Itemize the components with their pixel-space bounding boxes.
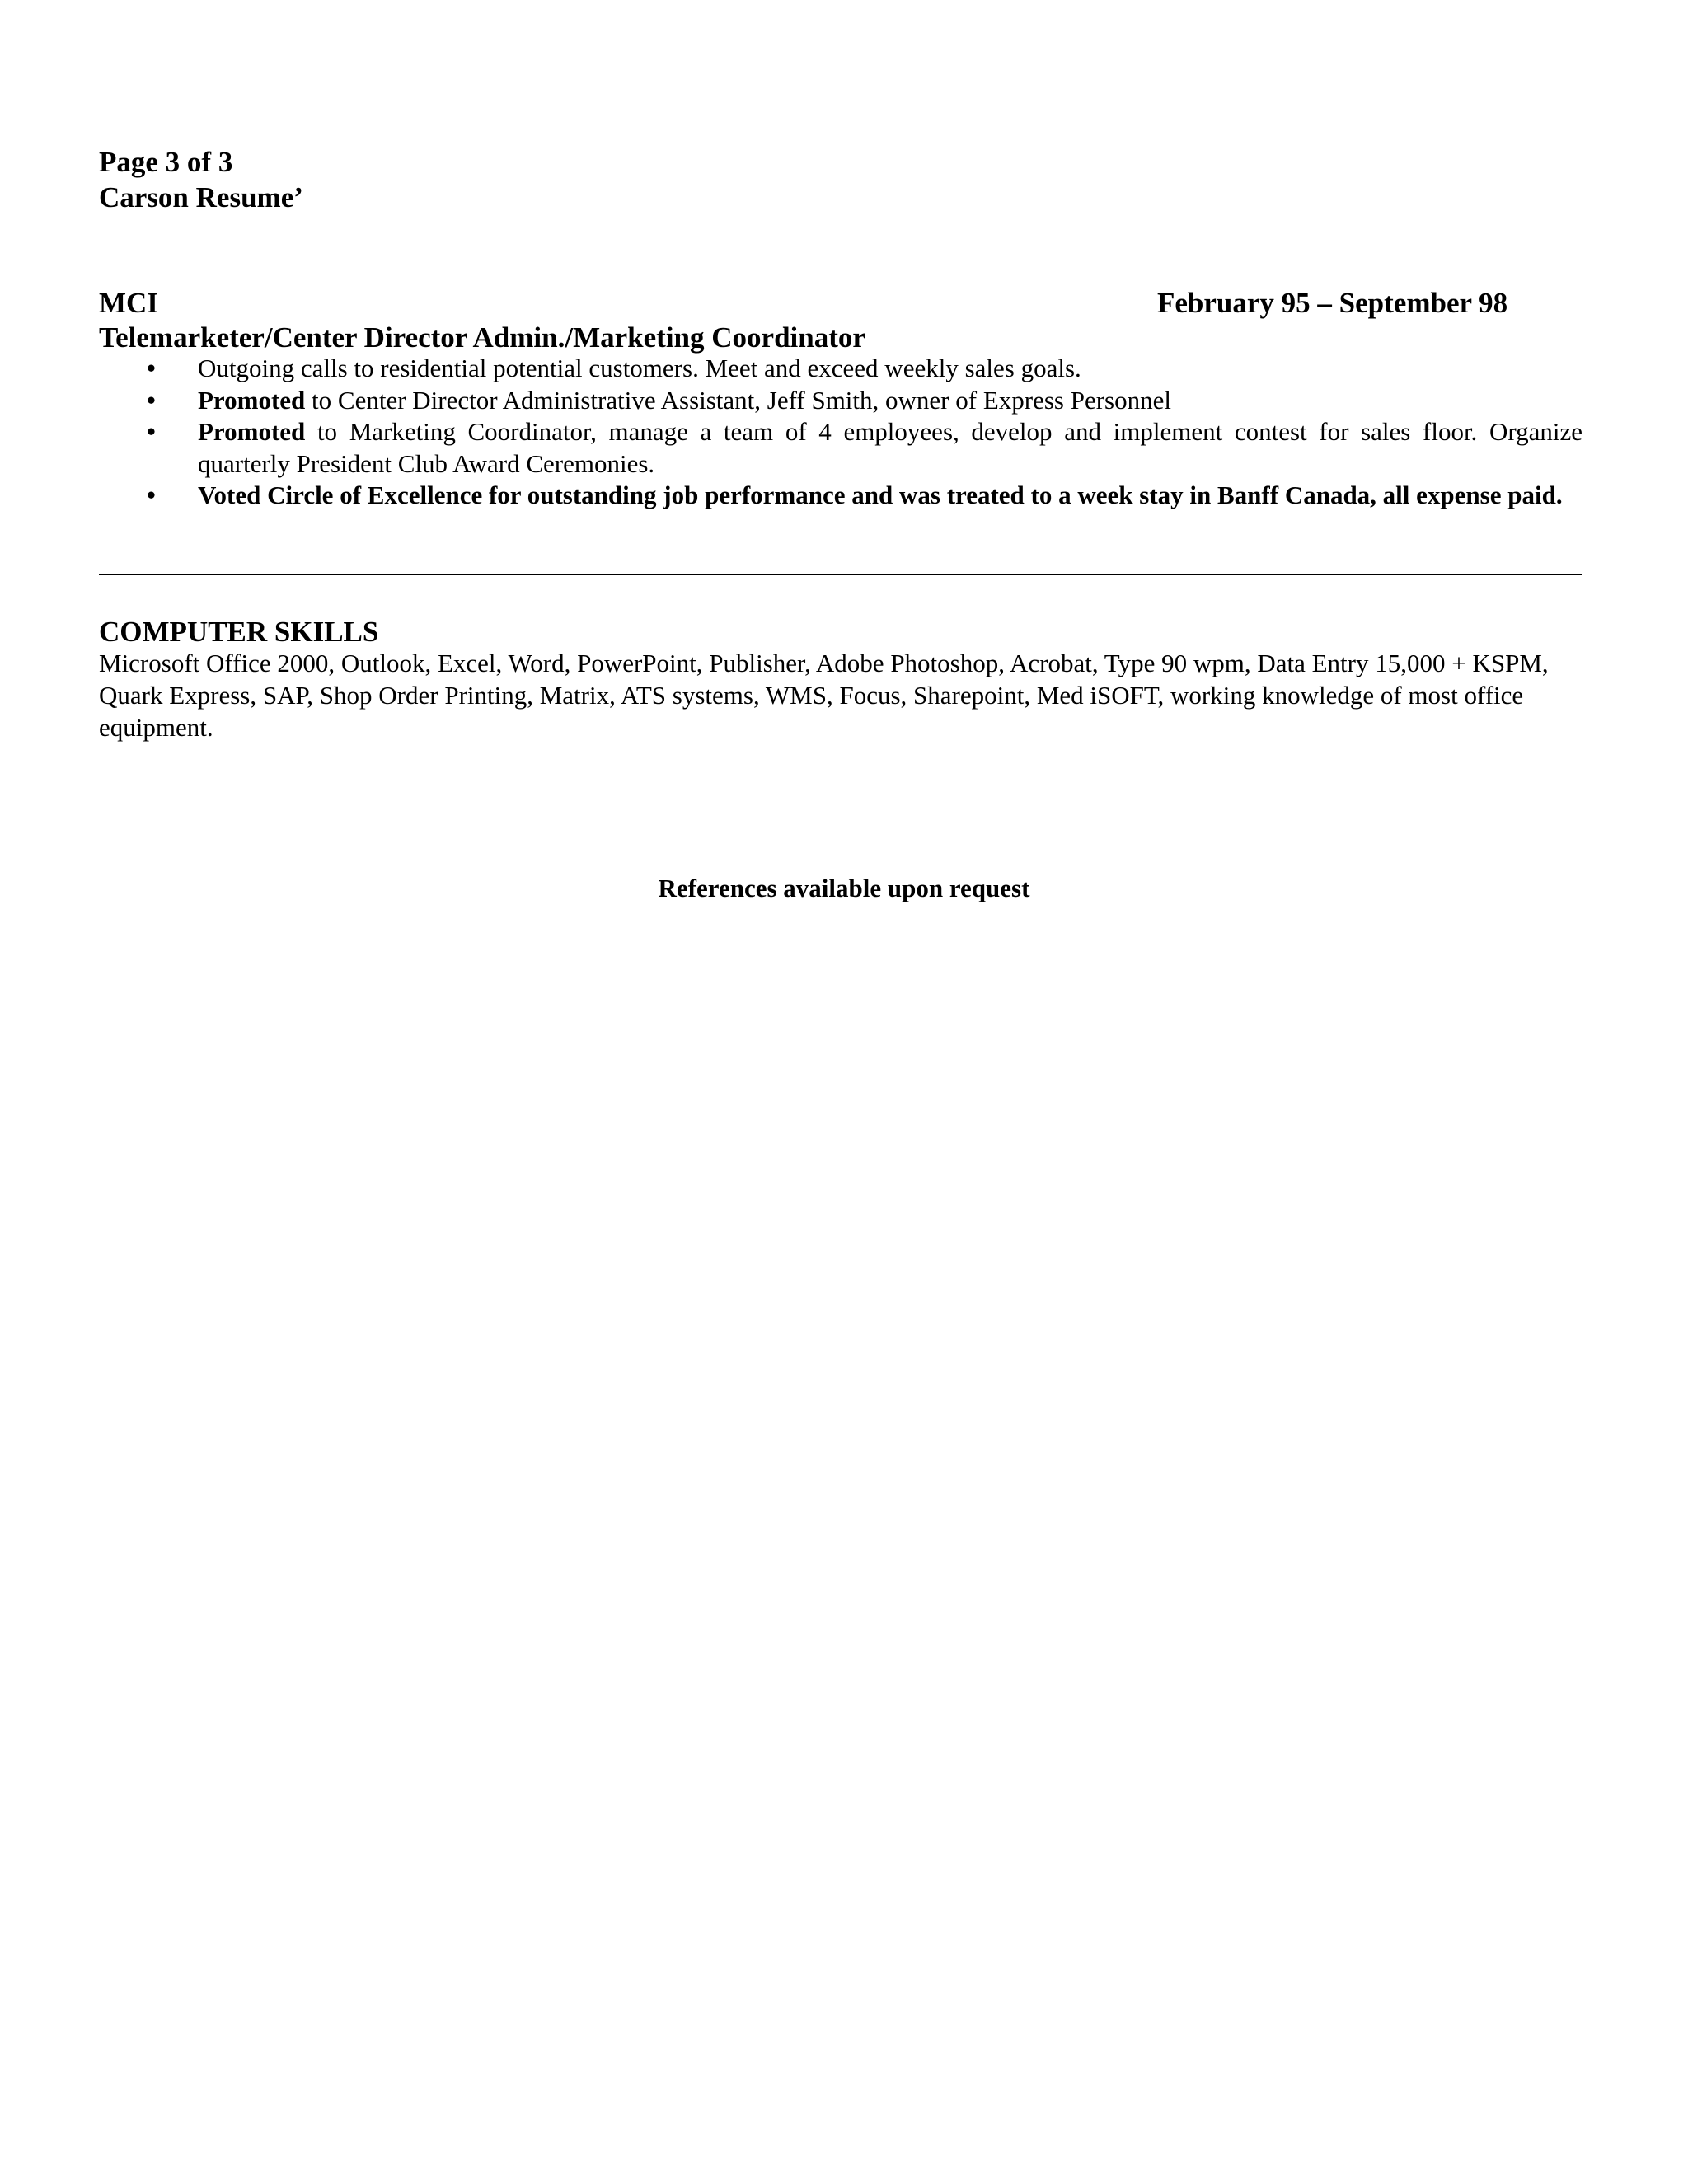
bullet-icon: •: [147, 417, 156, 446]
references-note: References available upon request: [658, 874, 1030, 902]
page-header: [99, 144, 303, 215]
page-number: Page 3 of 3: [99, 146, 233, 178]
skills-text: Microsoft Office 2000, Outlook, Excel, Word, PowerPoint, Publisher, Adobe Photoshop, Acrobat, Type 90 wpm, Data Entry 15,000 + KSPM, Quark Express, SAP, Shop Order Printing, Matrix, ATS systems, WMS, Focus, Sharepoint, Med iSOFT, working knowledge of most office equipment.: [99, 649, 1549, 742]
bullet-lead: Promoted: [198, 385, 306, 415]
list-item: [99, 385, 1582, 417]
bullet-lead: Voted Circle of Excellence for outstanding job performance and was treated to a week stay in Banff Canada, all expense paid.: [198, 480, 1563, 509]
employment-dates: February 95 – September 98: [1157, 287, 1508, 319]
bullet-lead: Promoted: [198, 417, 306, 446]
list-item: [99, 353, 1582, 385]
list-item: [99, 416, 1582, 480]
bullet-text: to Marketing Coordinator, manage a team of 4 employees, develop and implement contest for sales floor. Organize quarterly President Club Award Ceremonies.: [198, 417, 1582, 478]
document-title: Carson Resume’: [99, 181, 303, 213]
company-name: MCI: [99, 287, 158, 319]
bullet-icon: •: [147, 385, 156, 415]
bullet-icon: •: [147, 354, 156, 382]
job-heading: [99, 284, 1517, 321]
section-divider: [99, 574, 1582, 575]
bullet-icon: •: [147, 480, 156, 509]
skills-heading: COMPUTER SKILLS: [99, 616, 379, 648]
bullet-text: to Center Director Administrative Assistant, Jeff Smith, owner of Express Personnel: [305, 385, 1171, 415]
job-title: Telemarketer/Center Director Admin./Marketing Coordinator: [99, 321, 865, 354]
job-duties-list: [99, 353, 1582, 512]
list-item: [99, 480, 1582, 512]
bullet-text: Outgoing calls to residential potential customers. Meet and exceed weekly sales goals.: [198, 354, 1081, 382]
